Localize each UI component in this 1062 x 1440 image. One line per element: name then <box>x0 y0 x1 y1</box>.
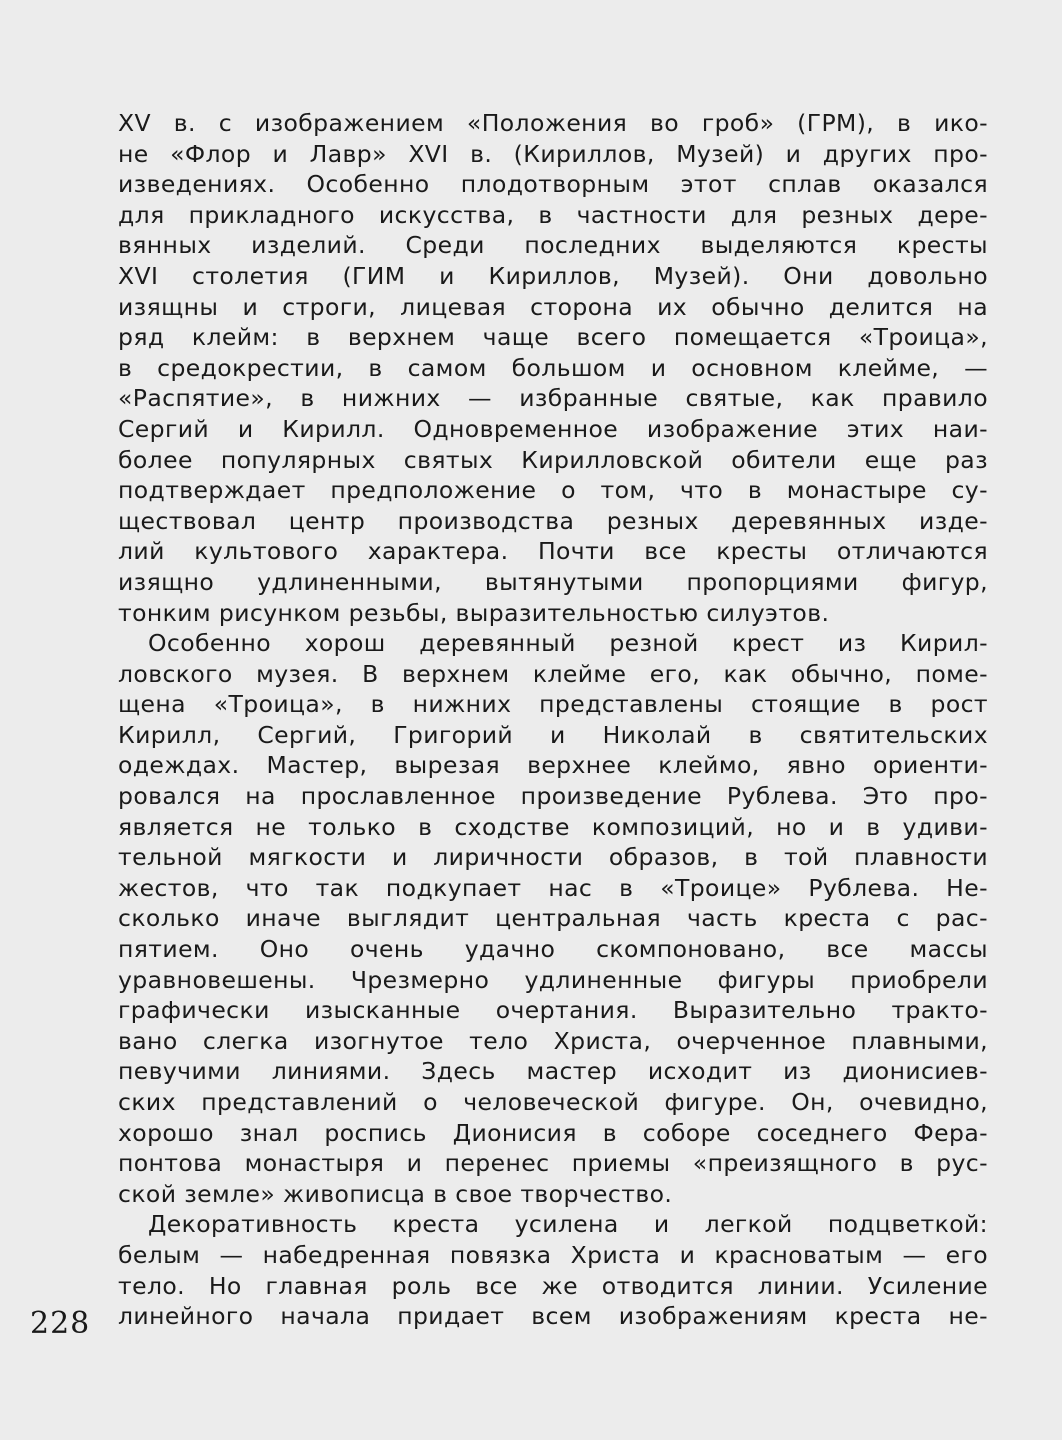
text-line: одеждах. Мастер, вырезая верхнее клеймо, явно ориенти- <box>118 751 988 780</box>
text-line: вянных изделий. Среди последних выделяются кресты <box>118 231 988 260</box>
text-line: белым — набедренная повязка Христа и красноватым — его <box>118 1240 988 1269</box>
text-line: изящны и строги, лицевая сторона их обычно делится на <box>118 292 988 321</box>
text-line: тонким рисунком резьбы, выразительностью силуэтов. <box>118 598 830 627</box>
text-line: графически изысканные очертания. Выразительно тракто- <box>118 996 988 1025</box>
text-line: жестов, что так подкупает нас в «Троице» Рублева. Не- <box>118 873 988 902</box>
text-line: ловского музея. В верхнем клейме его, как обычно, поме- <box>118 659 988 688</box>
text-line: изящно удлиненными, вытянутыми пропорциями фигур, <box>118 567 988 596</box>
text-line: ряд клейм: в верхнем чаще всего помещается «Троица», <box>118 323 988 352</box>
text-line: уравновешены. Чрезмерно удлиненные фигуры приобрели <box>118 965 988 994</box>
text-line: ской земле» живописца в свое творчество. <box>118 1179 673 1208</box>
text-line: Особенно хорош деревянный резной крест из Кирил- <box>148 629 988 658</box>
text-line: щена «Троица», в нижних представлены стоящие в рост <box>118 690 988 719</box>
text-line: понтова монастыря и перенес приемы «преизящного в рус- <box>118 1149 988 1178</box>
text-line: певучими линиями. Здесь мастер исходит из дионисиев- <box>118 1057 988 1086</box>
text-line: сколько иначе выглядит центральная часть креста с рас- <box>118 904 988 933</box>
text-line: подтверждает предположение о том, что в монастыре су- <box>118 476 988 505</box>
text-line: XV в. с изображением «Положения во гроб» (ГРМ), в ико- <box>118 109 988 137</box>
text-line: Сергий и Кирилл. Одновременное изображение этих наи- <box>118 414 988 443</box>
body-text <box>118 108 988 1332</box>
text-line: вано слегка изогнутое тело Христа, очерченное плавными, <box>118 1026 988 1055</box>
text-line: «Распятие», в нижних — избранные святые, как правило <box>118 384 988 413</box>
text-line: тело. Но главная роль все же отводится линии. Усиление <box>118 1271 988 1300</box>
text-line: хорошо знал роспись Дионисия в соборе соседнего Ферa- <box>118 1118 988 1147</box>
text-line: не «Флор и Лавр» XVI в. (Кириллов, Музей) и других про- <box>118 139 988 168</box>
text-line: изведениях. Особенно плодотворным этот сплав оказался <box>118 170 988 199</box>
text-line: лий культового характера. Почти все кресты отличаются <box>118 537 988 566</box>
text-line: Декоративность креста усилена и легкой подцветкой: <box>148 1210 988 1239</box>
text-line: ских представлений о человеческой фигуре. Он, очевидно, <box>118 1088 988 1116</box>
text-line: тельной мягкости и лиричности образов, в той плавности <box>118 843 988 872</box>
text-line: линейного начала придает всем изображениям креста не- <box>118 1302 988 1331</box>
text-line: более популярных святых Кирилловской обители еще раз <box>118 445 988 474</box>
text-line: пятием. Оно очень удачно скомпоновано, все массы <box>118 935 988 964</box>
text-line: Кирилл, Сергий, Григорий и Николай в святительских <box>118 720 988 749</box>
text-line: XVI столетия (ГИМ и Кириллов, Музей). Они довольно <box>118 261 988 290</box>
text-line: в средокрестии, в самом большом и основном клейме, — <box>118 353 988 382</box>
page-number: 228 <box>30 1306 91 1341</box>
text-line: ществовал центр производства резных деревянных изде- <box>118 506 988 535</box>
text-line: ровался на прославленное произведение Рублева. Это про- <box>118 782 988 811</box>
text-line: для прикладного искусства, в частности для резных дере- <box>118 200 988 229</box>
text-line: является не только в сходстве композиций, но и в удиви- <box>118 812 988 841</box>
